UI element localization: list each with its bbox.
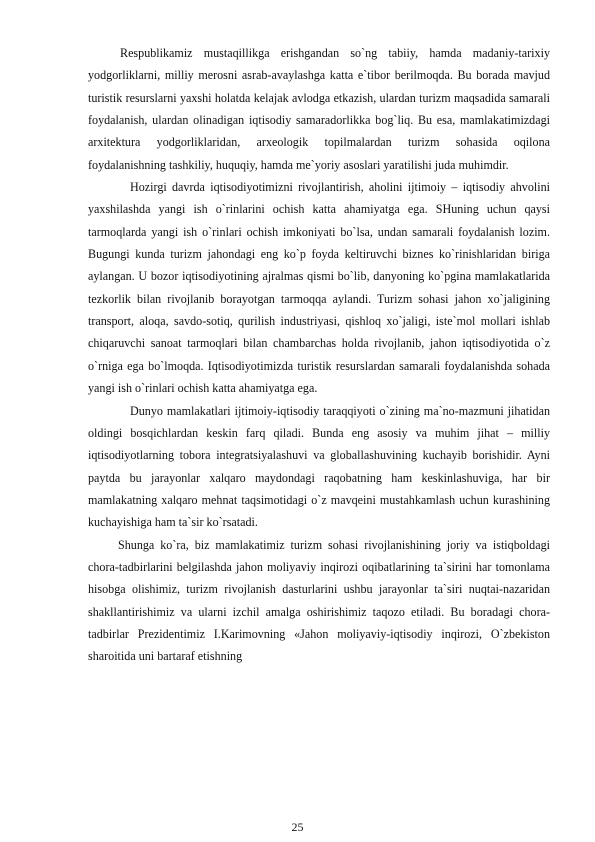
paragraph-globalization: Dunyo mamlakatlari ijtimoiy-iqtisodiy taraqqiyoti o`zining ma`no-mazmuni jihatidan oldingi bosqichlardan keskin farq qiladi. Bunda eng asosiy va muhim jihat – milliy iqtisodiyotlarning tobora integratsiyalashuvi va globallashuvining kuchayib borishidir. Ayni paytda bu jarayonlar xalqaro maydondagi raqobatning ham keskinlashuviga, har bir mamlakatning xalqaro mehnat taqsimotidagi o`z mavqeini mustahkamlash uchun kurashining kuchayishiga ham ta`sir ko`rsatadi. bbox=[88, 403, 550, 530]
page-number: 25 bbox=[291, 820, 304, 834]
paragraph-heritage: Respublikamiz mustaqillikga erishgandan so`ng tabiiy, hamda madaniy-tarixiy yodgorliklarni, milliy merosni asrab-avaylashga katta e`tibor berilmoqda. Bu borada mavjud turistik resurslarni yaxshi holatda kelajak avlodga etkazish, ulardan turizm maqsadida samarali foydalanish, ulardan olinadigan iqtisodiy samaradorlikka bog`liq. Bu esa, mamlakatimizdagi arxitektura yodgorliklaridan, arxeologik topilmalardan turizm sohasida oqilona foydalanishning tashkiliy, huquqiy, hamda me`yoriy asoslari yaratilishi juda muhimdir. bbox=[88, 46, 550, 172]
document-page bbox=[88, 42, 550, 668]
paragraph-employment: Hozirgi davrda iqtisodiyotimizni rivojlantirish, aholini ijtimoiy – iqtisodiy ahvolini yaxshilashda yangi ish o`rinlarini ochish katta ahamiyatga ega. SHuning uchun qaysi tarmoqlarda yangi ish o`rinlari ochish imkoniyati bo`lsa, undan samarali foydalanish lozim. Bugungi kunda turizm jahondagi eng ko`p foyda keltiruvchi biznes ko`rinishlaridan biriga aylangan. U bozor iqtisodiyotining ajralmas qismi bo`lib, danyoning ko`pgina mamlakatlarida tezkorlik bilan rivojlanib borayotgan tarmoqqa aylandi. Turizm sohasi jahon xo`jaligining transport, aloqa, savdo-sotiq, qurilish industriyasi, qishloq xo`jaligi, iste`mol mollari ishlab chiqaruvchi sanoat tarmoqlari bilan chambarchas holda rivojlanib, jahon iqtisodiyotida o`z o`rniga ega bo`lmoqda. Iqtisodiyotimizda turistik resurslardan samarali foydalanishda sohada yangi ish o`rinlari ochish katta ahamiyatga ega. bbox=[88, 180, 550, 396]
paragraph-crisis: Shunga ko`ra, biz mamlakatimiz turizm sohasi rivojlanishining joriy va istiqboldagi chora-tadbirlarini belgilashda jahon moliyaviy inqirozi oqibatlarining ta`sirini har tomonlama hisobga olishimiz, turizm rivojlanish dasturlarini ushbu jarayonlar ta`siri nuqtai-nazaridan shakllantirishimiz va ularni izchil amalga oshirishimiz taqozo etiladi. Bu boradagi chora-tadbirlar Prezidentimiz I.Karimovning «Jahon moliyaviy-iqtisodiy inqirozi, O`zbekiston sharoitida uni bartaraf etishning bbox=[88, 537, 550, 664]
